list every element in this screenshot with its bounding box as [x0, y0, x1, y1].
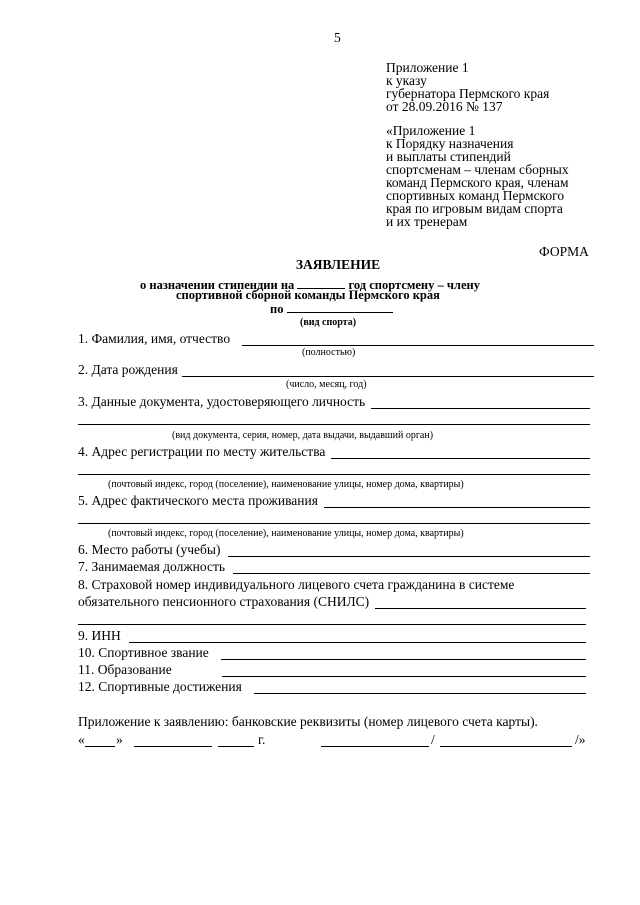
subtitle-part-a: о назначении стипендии на: [140, 278, 295, 292]
field-workplace-label: 6. Место работы (учебы): [78, 542, 221, 557]
field-actual-address-label: 5. Адрес фактического места проживания: [78, 493, 318, 508]
appendix1-line1: Приложение 1: [386, 60, 469, 75]
field-sport-title-label: 10. Спортивное звание: [78, 645, 209, 660]
field-registration-address[interactable]: [78, 444, 590, 459]
appendix1-line2: к указу: [386, 73, 427, 88]
subtitle-line3: [270, 301, 393, 316]
appendix1-line4: от 28.09.2016 № 137: [386, 99, 503, 114]
subtitle-part-b: год спортсмену – члену: [348, 278, 480, 292]
field-full-name[interactable]: [78, 331, 594, 346]
field-inn-line[interactable]: [129, 630, 586, 643]
field-snils-line2[interactable]: [78, 624, 586, 625]
field-sport-title[interactable]: [78, 645, 586, 660]
field-full-name-label: 1. Фамилия, имя, отчество: [78, 331, 231, 346]
field-snils-label-line2: обязательного пенсионного страхования (СНИЛС): [78, 594, 370, 609]
sport-blank[interactable]: [287, 301, 393, 313]
appendix2-line2: к Порядку назначения: [386, 136, 514, 151]
field-actual-address-line[interactable]: [324, 495, 590, 508]
field-registration-address-line2[interactable]: [78, 474, 590, 475]
subtitle-line2: спортивной сборной команды Пермского края: [176, 288, 440, 302]
signature-line: [78, 732, 598, 748]
signature-blank[interactable]: [321, 746, 429, 747]
appendix2-line1: «Приложение 1: [386, 123, 476, 138]
quote-end: /»: [575, 732, 586, 747]
quote-close: »: [116, 732, 123, 747]
field-actual-address-line2[interactable]: [78, 523, 590, 524]
month-blank[interactable]: [134, 746, 212, 747]
form-label: ФОРМА: [539, 244, 589, 259]
field-full-name-line[interactable]: [242, 333, 594, 346]
field-actual-address-hint: (почтовый индекс, город (поселение), наименование улицы, номер дома, квартиры): [108, 528, 464, 539]
year-suffix: г.: [258, 732, 266, 747]
appendix2-line5: команд Пермского края, членам: [386, 175, 569, 190]
field-achievements-label: 12. Спортивные достижения: [78, 679, 242, 694]
field-registration-address-hint: (почтовый индекс, город (поселение), наименование улицы, номер дома, квартиры): [108, 479, 464, 490]
field-workplace-line[interactable]: [228, 544, 590, 557]
appendix1-line3: губернатора Пермского края: [386, 86, 550, 101]
field-workplace[interactable]: [78, 542, 590, 557]
name-blank[interactable]: [440, 746, 572, 747]
appendix2-line7: края по игровым видам спорта: [386, 201, 563, 216]
field-id-document-hint: (вид документа, серия, номер, дата выдачи, выдавший орган): [172, 430, 434, 441]
day-blank[interactable]: [85, 746, 115, 747]
quote-open: «: [78, 732, 85, 747]
appendix2-line8: и их тренерам: [386, 214, 468, 229]
field-position-line[interactable]: [233, 561, 590, 574]
appendix2-line4: спортсменам – членам сборных: [386, 162, 569, 177]
field-registration-address-label: 4. Адрес регистрации по месту жительства: [78, 444, 326, 459]
field-position[interactable]: [78, 559, 590, 574]
field-inn[interactable]: [78, 628, 586, 643]
field-id-document-line[interactable]: [371, 396, 590, 409]
appendix2-line6: спортивных команд Пермского: [386, 188, 565, 203]
field-id-document-label: 3. Данные документа, удостоверяющего личность: [78, 394, 366, 409]
field-birth-date[interactable]: [78, 362, 594, 377]
field-sport-title-line[interactable]: [221, 647, 586, 660]
slash: /: [431, 732, 435, 747]
sport-caption: (вид спорта): [300, 317, 357, 328]
field-actual-address[interactable]: [78, 493, 590, 508]
field-achievements[interactable]: [78, 679, 586, 694]
field-id-document[interactable]: [78, 394, 590, 409]
year-field-blank[interactable]: [218, 746, 254, 747]
field-snils-label-line1: 8. Страховой номер индивидуального лицевого счета гражданина в системе: [78, 577, 515, 592]
appendix2-line3: и выплаты стипендий: [386, 149, 511, 164]
field-education-label: 11. Образование: [78, 662, 172, 677]
field-snils[interactable]: [78, 594, 586, 609]
field-birth-date-label: 2. Дата рождения: [78, 362, 178, 377]
field-snils-line[interactable]: [375, 596, 586, 609]
field-position-label: 7. Занимаемая должность: [78, 559, 226, 574]
attachment-note: Приложение к заявлению: банковские реквизиты (номер лицевого счета карты).: [78, 714, 538, 729]
field-education-line[interactable]: [222, 664, 586, 677]
field-inn-label: 9. ИНН: [78, 628, 121, 643]
document-title: ЗАЯВЛЕНИЕ: [295, 257, 381, 272]
field-birth-date-hint: (число, месяц, год): [286, 379, 367, 390]
field-education[interactable]: [78, 662, 586, 677]
field-birth-date-line[interactable]: [182, 364, 594, 377]
field-registration-address-line[interactable]: [331, 446, 590, 459]
page-number: 5: [334, 30, 341, 45]
field-full-name-hint: (полностью): [302, 347, 356, 358]
subtitle-po: по: [270, 302, 284, 316]
field-achievements-line[interactable]: [254, 681, 586, 694]
field-id-document-line2[interactable]: [78, 424, 590, 425]
